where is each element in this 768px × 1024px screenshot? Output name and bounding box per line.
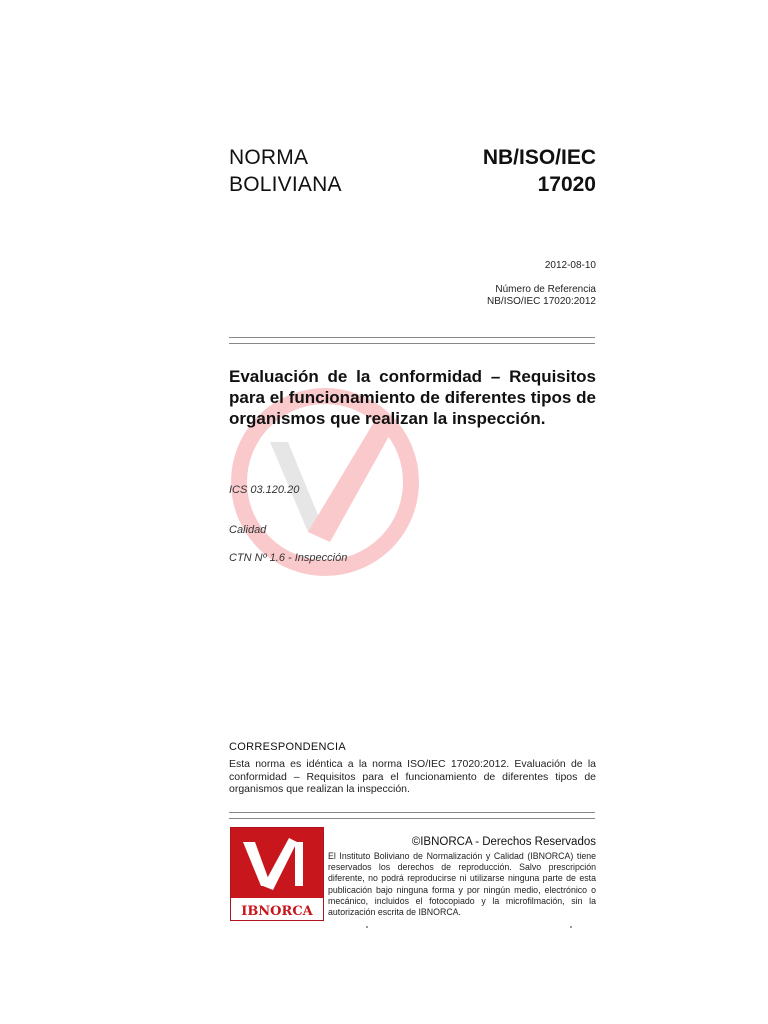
divider-bottom (229, 812, 595, 819)
reference-label: Número de Referencia (495, 284, 596, 295)
standard-code-line-1: NB/ISO/IEC (482, 146, 596, 169)
standard-code (483, 144, 596, 198)
correspondence-text: Esta norma es idéntica a la norma ISO/IEC 17020:2012. Evaluación de la conformidad – Requisitos para el funcionamiento de diferentes tipos de organismos que realizan la inspección. (229, 758, 596, 795)
committee: CTN Nº 1.6 - Inspección (229, 552, 348, 564)
footer-dot-left (366, 926, 368, 928)
publication-date: 2012-08-10 (544, 260, 596, 271)
ibnorca-logo-icon (230, 827, 324, 921)
reference-number: NB/ISO/IEC 17020:2012 (487, 296, 596, 307)
logo-wordmark: IBNORCA (241, 904, 313, 919)
rights-title: ©IBNORCA - Derechos Reservados (411, 836, 596, 848)
reference-block (487, 260, 596, 308)
norma-line-2: BOLIVIANA (229, 173, 342, 196)
footer-dot-right (570, 926, 572, 928)
norma-line-1: NORMA (229, 146, 309, 169)
standard-code-line-2: 17020 (537, 173, 596, 196)
ics-code: ICS 03.120.20 (229, 484, 300, 496)
divider-top (229, 337, 595, 344)
correspondence-heading: CORRESPONDENCIA (229, 741, 346, 753)
category: Calidad (229, 524, 267, 536)
norma-boliviana-label (229, 144, 342, 198)
document-title: Evaluación de la conformidad – Requisitos para el funcionamiento de diferentes tipos de organismos que realizan la inspección. (229, 367, 596, 428)
rights-text: El Instituto Boliviano de Normalización y Calidad (IBNORCA) tiene reservados los derechos de reproducción. Salvo prescripción diferente, no podrá reproducirse ni utilizarse ninguna parte de esta publicación bajo ninguna forma y por ningún medio, electrónico o mecánico, incluidos el fotocopiado y la microfilmación, sin la autorización escrita de IBNORCA. (328, 851, 596, 918)
